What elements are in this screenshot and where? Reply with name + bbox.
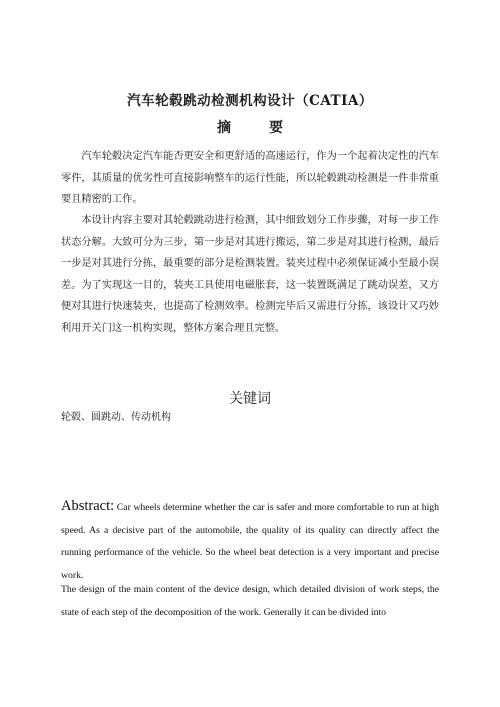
keywords-heading: 关键词 — [229, 391, 271, 407]
abstract-cn-paragraph-1: 汽车轮毂决定汽车能否更安全和更舒适的高速运行，作为一个起着决定性的汽车零件，其质量的优劣性可直接影响整车的运行性能，所以轮毂跳动检测是一件非常重要且精密的工作。 — [61, 151, 439, 205]
abstract-en-label: Abstract: — [61, 498, 115, 514]
keywords-list: 轮毂、圆跳动、传动机构 — [61, 412, 171, 423]
abstract-heading: 摘 要 — [217, 120, 295, 136]
abstract-en-paragraph-2: The design of the main content of the device design, which detailed division of work steps, the state of each step of the decomposition of the work. Generally it can be divided into — [61, 584, 439, 618]
document-title: 汽车轮毂跳动检测机构设计（CATIA） — [127, 93, 373, 109]
abstract-cn-paragraph-2: 本设计内容主要对其轮毂跳动进行检测，其中细致划分工作步骤，对每一步工作状态分解。大致可分为三步，第一步是对其进行搬运，第二步是对其进行检测，最后一步是对其进行分拣，最重要的部分是检测装置。装夹过程中必须保证减小至最小误差。为了实现这一目的，装夹工具使用电磁胀套，这一装置既满足了跳动误差，又方便对其进行快速装夹，也提高了检测效率。检测完毕后又需进行分拣，该设计又巧妙利用开关门这一机构实现，整体方案合理且完整。 — [61, 215, 439, 334]
abstract-en-paragraph-1-text: Car wheels determine whether the car is safer and more comfortable to run at high speed. As a decisive part of the automobile, the quality of its quality can directly affect the running performance of the vehicle. So the wheel beat detection is a very important and precise work. — [61, 502, 439, 581]
abstract-en-paragraph-1 — [61, 495, 439, 587]
